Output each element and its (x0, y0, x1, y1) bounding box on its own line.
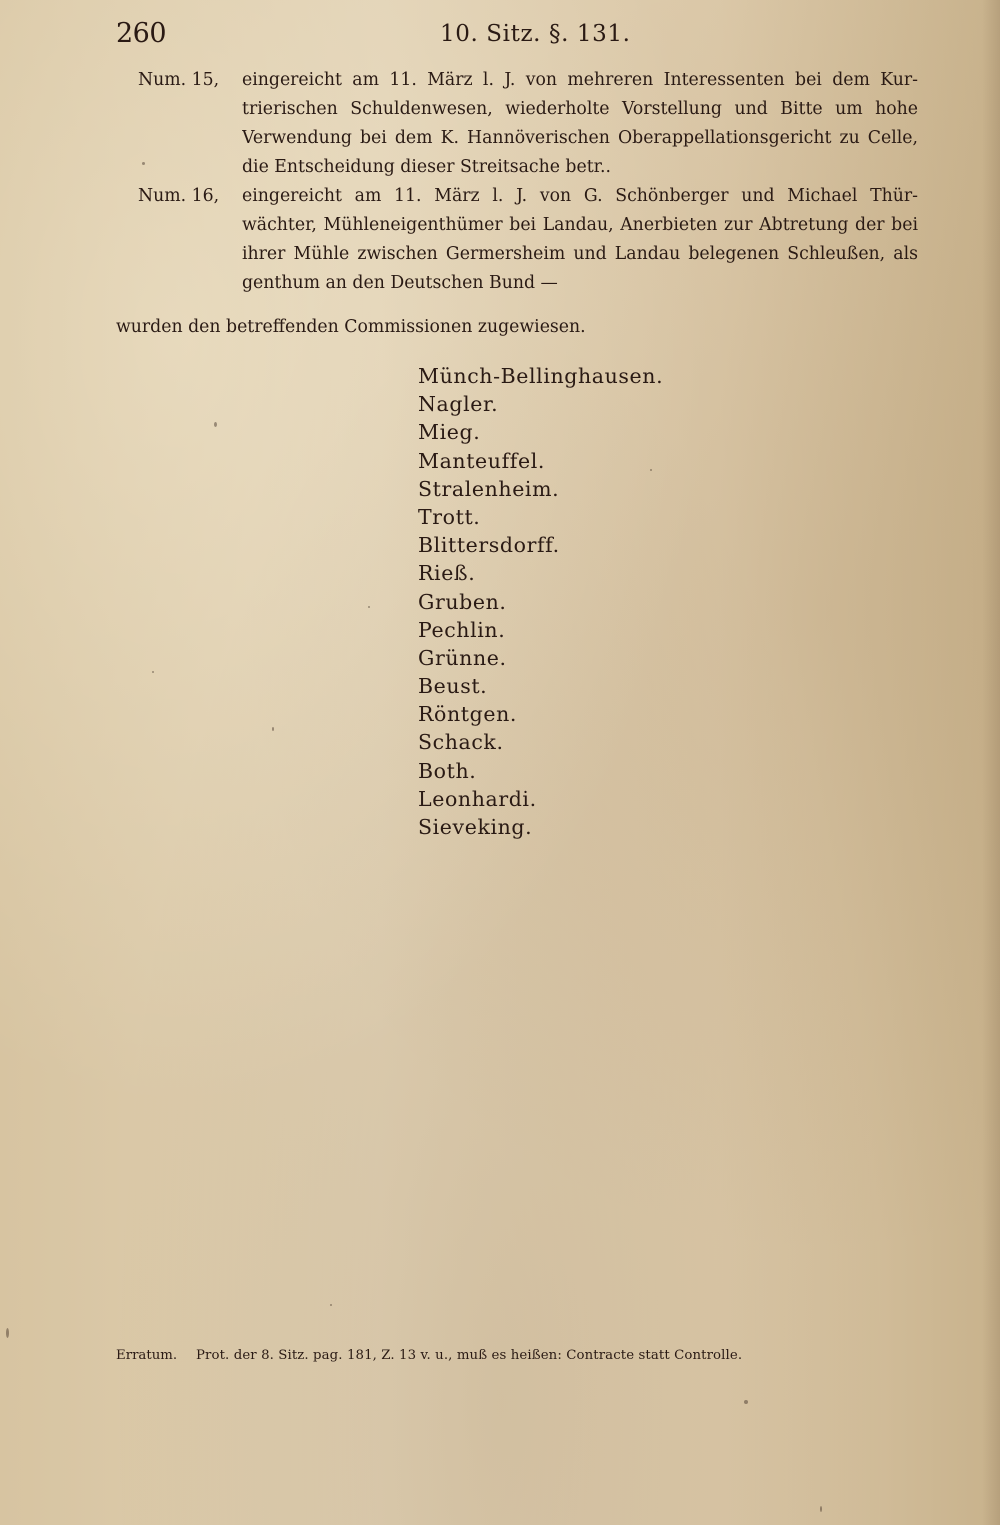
signatory-name: Stralenheim. (418, 476, 560, 501)
erratum-label: Erratum. (116, 1348, 178, 1363)
entry-16-line-3: ihrer Mühle zwischen Germersheim und Landau belegenen Schleußen, als (242, 244, 918, 264)
entry-text-16 (242, 182, 918, 298)
footer-spacer (116, 1332, 796, 1333)
entry-15-line-4: die Entscheidung dieser Streitsache betr.. (242, 157, 611, 177)
paper-speck (272, 727, 274, 731)
signatory-name: Sieveking. (418, 815, 533, 839)
petition-entry-15 (116, 66, 918, 182)
petition-entry-16 (116, 182, 918, 298)
signatory-name: Beust. (418, 674, 488, 699)
signatory-list (418, 362, 718, 841)
entry-16-line-1: eingereicht am 11. März l. J. von G. Schönberger und Michael Thür- (242, 186, 918, 206)
running-head: 10. Sitz. §. 131. (440, 21, 631, 47)
signatory-name: Rieß. (418, 561, 476, 586)
paper-speck (330, 1304, 332, 1306)
signatory-name: Münch-Bellinghausen. (418, 364, 664, 388)
signatory-name: Schack. (418, 730, 504, 755)
signatory-name: Röntgen. (418, 702, 517, 727)
signatory-name: Mieg. (418, 420, 481, 445)
entry-15-line-3: Verwendung bei dem K. Hannöverischen Oberappellationsgericht zu Celle, (242, 128, 918, 148)
entry-text-15 (242, 66, 918, 182)
paper-speck (152, 671, 154, 673)
signatory-name: Pechlin. (418, 617, 506, 642)
paper-speck (368, 606, 370, 608)
signatory-name: Both. (418, 758, 477, 783)
entry-number-15: Num. 15, (138, 70, 220, 90)
erratum-note (116, 1344, 796, 1368)
paper-speck (820, 1506, 822, 1512)
entry-16-line-2: wächter, Mühleneigenthümer bei Landau, Anerbieten zur Abtretung der bei (242, 215, 918, 235)
entry-15-line-1: eingereicht am 11. März l. J. von mehreren Interessenten bei dem Kur- (242, 70, 918, 90)
paper-speck (214, 422, 217, 427)
signatory-name: Nagler. (418, 392, 499, 417)
signatory-name: Trott. (418, 504, 481, 529)
conclusion-line: wurden den betreffenden Commissionen zugewiesen. (116, 317, 586, 338)
signatory-name: Leonhardi. (418, 786, 537, 811)
page-number: 260 (116, 18, 167, 49)
entry-number-16: Num. 16, (138, 186, 220, 206)
erratum-text: Prot. der 8. Sitz. pag. 181, Z. 13 v. u., muß es heißen: Contracte statt Controlle. (196, 1348, 743, 1363)
signatory-name: Manteuffel. (418, 448, 545, 473)
signatory-name: Grünne. (418, 645, 507, 670)
page-header (116, 16, 928, 56)
paper-speck (744, 1400, 748, 1404)
entry-15-line-2: trierischen Schuldenwesen, wiederholte Vorstellung und Bitte um hohe (242, 99, 918, 119)
entry-16-line-4: genthum an den Deutschen Bund — (242, 273, 558, 293)
paper-speck (6, 1328, 9, 1338)
signatory-name: Blittersdorff. (418, 533, 560, 558)
signatory-name: Gruben. (418, 589, 507, 614)
